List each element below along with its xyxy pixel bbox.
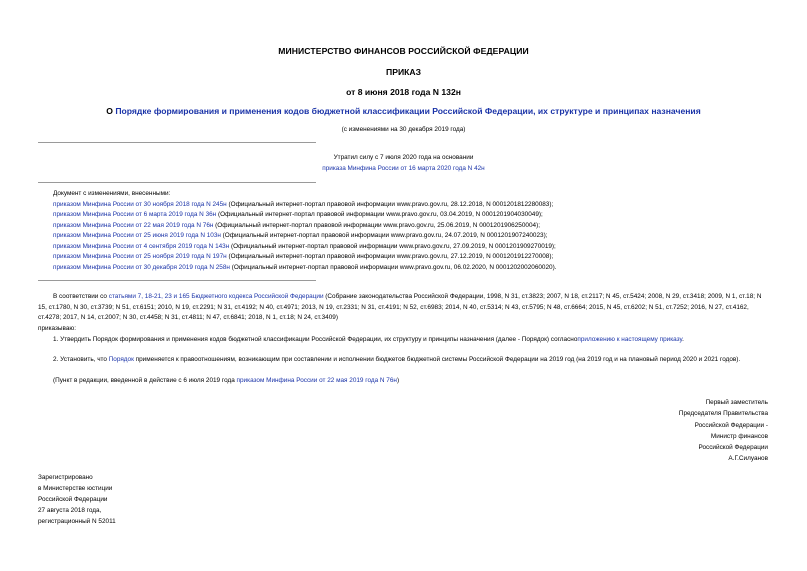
change-item (53, 221, 540, 232)
registration-line: 27 августа 2018 года, (38, 506, 102, 514)
change-item-link[interactable]: приказом Минфина России от 30 декабря 2019 года N 258н (53, 263, 230, 271)
lost-force-link[interactable]: приказа Минфина России от 16 марта 2020 года N 42н (322, 165, 485, 172)
change-item (53, 252, 553, 263)
changes-heading: Документ с изменениями, внесенными: (53, 190, 171, 197)
item-2-text: применяется к правоотношениям, возникающим при составлении и исполнении бюджетов бюджетной системы Российской Федерации на 2019 год (на 2019 год и на плановый период 2020 и 2021 годов). (133, 356, 741, 363)
order-word: приказываю: (38, 325, 76, 332)
doc-title (0, 106, 807, 116)
appendix-link[interactable]: приложению к настоящему приказу (577, 336, 683, 343)
registration-line: регистрационный N 52011 (38, 517, 116, 525)
amendment-note: (с изменениями на 30 декабря 2019 года) (341, 126, 466, 133)
doc-date-number: от 8 июня 2018 года N 132н (346, 87, 461, 97)
signature-line: Российской Федерации - (694, 421, 768, 429)
change-item-link[interactable]: приказом Минфина России от 4 сентября 2019 года N 143н (53, 242, 230, 250)
lost-force-line (0, 163, 807, 174)
signature-name: А.Г.Силуанов (728, 455, 768, 463)
change-item-source: (Официальный интернет-портал правовой информации www.pravo.gov.ru, 25.06.2019, N 0001201906250004); (213, 221, 540, 229)
change-item-source: (Официальный интернет-портал правовой информации www.pravo.gov.ru, 27.09.2019, N 0001201909270019); (229, 242, 556, 250)
registration-block (38, 473, 116, 528)
procedure-link[interactable]: Порядок (108, 356, 134, 363)
item-2-start: 2. Установить, что (53, 356, 109, 363)
change-item-source: (Официальный интернет-портал правовой информации www.pravo.gov.ru, 06.02.2020, N 0001202002060020). (229, 263, 557, 271)
divider (38, 280, 316, 281)
change-item-source: (Официальный интернет-портал правовой информации www.pravo.gov.ru, 03.04.2019, N 0001201904030049); (216, 211, 543, 218)
edition-note-start: (Пункт в редакции, введенной в действие с 6 июля 2019 года (53, 377, 237, 384)
ministry-heading: МИНИСТЕРСТВО ФИНАНСОВ РОССИЙСКОЙ ФЕДЕРАЦИИ (278, 46, 529, 56)
doc-title-link[interactable]: Порядке формирования и применения кодов бюджетной классификации Российской Федерации, их структуре и принципах назначения (115, 106, 701, 116)
registration-line: в Министерстве юстиции (38, 484, 113, 492)
budget-code-link[interactable]: статьями 7, 18-21, 23 и 165 Бюджетного кодекса Российской Федерации (108, 293, 324, 300)
signature-line: Первый заместитель (705, 399, 768, 406)
lost-force-text: Утратил силу с 7 июля 2020 года на основании (333, 154, 474, 161)
change-item (53, 242, 556, 253)
preamble-start: В соответствии со (53, 293, 109, 300)
doc-title-prefix: О (106, 106, 116, 116)
change-item-link[interactable]: приказом Минфина России от 25 июня 2019 года N 103н (53, 232, 221, 239)
item-2 (38, 355, 770, 366)
signature-line: Российской Федерации (698, 444, 768, 452)
change-item (53, 231, 547, 242)
change-item-link[interactable]: приказом Минфина России от 6 марта 2019 года N 36н (53, 211, 217, 218)
registration-line: Российской Федерации (38, 495, 108, 503)
change-item-link[interactable]: приказом Минфина России от 30 ноября 2018 года N 245н (53, 200, 227, 208)
edition-note-end: ) (396, 377, 400, 384)
preamble-citations: (Собрание законодательства Российской Федерации, 1998, N 31, ст.3823; 2007, N 18, ст.2117; N 45, ст.5424; 2008, N 29, ст.3418; 2009, N 1, ст.18; N 15, ст.1780, N 30, ст.3739; N 51, ст.6151; 2010, N 19, ст.2291; N 31, ст.4192; N 40, ст.4971; 2013, N 19, ст.2331; N 31, ст.4191; N 52, ст.6983; 2014, N 40, ст.5314; N 43, ст.5795; N 48, ст.6664; 2015, N 45, ст.6202; N 51, ст.7252; 2016, N 27, ст.4162, ст.4278; 2017, N 14, ст.2007; N 30, ст.4458; N 31, ст.4811; N 47, ст.6841; 2018, N 1, ст.18; N 24, ст.3409) (38, 293, 762, 322)
change-item-link[interactable]: приказом Минфина России от 25 ноября 2019 года N 197н (53, 253, 227, 260)
signature-block (560, 397, 768, 465)
signature-line: Министр финансов (710, 432, 768, 440)
divider (38, 182, 316, 183)
edition-note (53, 376, 399, 387)
change-item (53, 263, 557, 274)
change-item-source: (Официальный интернет-портал правовой информации www.pravo.gov.ru, 27.12.2019, N 0001201912270008); (226, 253, 554, 260)
edition-note-link[interactable]: приказом Минфина России от 22 мая 2019 года N 76н (236, 377, 397, 384)
item-1-text: 1. Утвердить Порядок формирования и применения кодов бюджетной классификации Российской Федерации, их структуру и принципы назначения (далее - Порядок) согласно (53, 336, 578, 343)
doc-type-heading: ПРИКАЗ (386, 67, 421, 77)
divider (38, 142, 316, 143)
change-item (53, 200, 553, 211)
preamble-paragraph (38, 292, 770, 324)
item-1-end: . (682, 336, 684, 343)
change-item-link[interactable]: приказом Минфина России от 22 мая 2019 года N 76н (53, 221, 214, 229)
registration-line: Зарегистрировано (38, 474, 93, 481)
signature-line: Председателя Правительства (678, 410, 768, 418)
change-item-source: (Официальный интернет-портал правовой информации www.pravo.gov.ru, 24.07.2019, N 0001201907240023); (220, 232, 548, 239)
item-1 (53, 335, 684, 346)
change-item-source: (Официальный интернет-портал правовой информации www.pravo.gov.ru, 28.12.2018, N 0001201812280083); (226, 200, 554, 208)
change-item (53, 210, 543, 221)
